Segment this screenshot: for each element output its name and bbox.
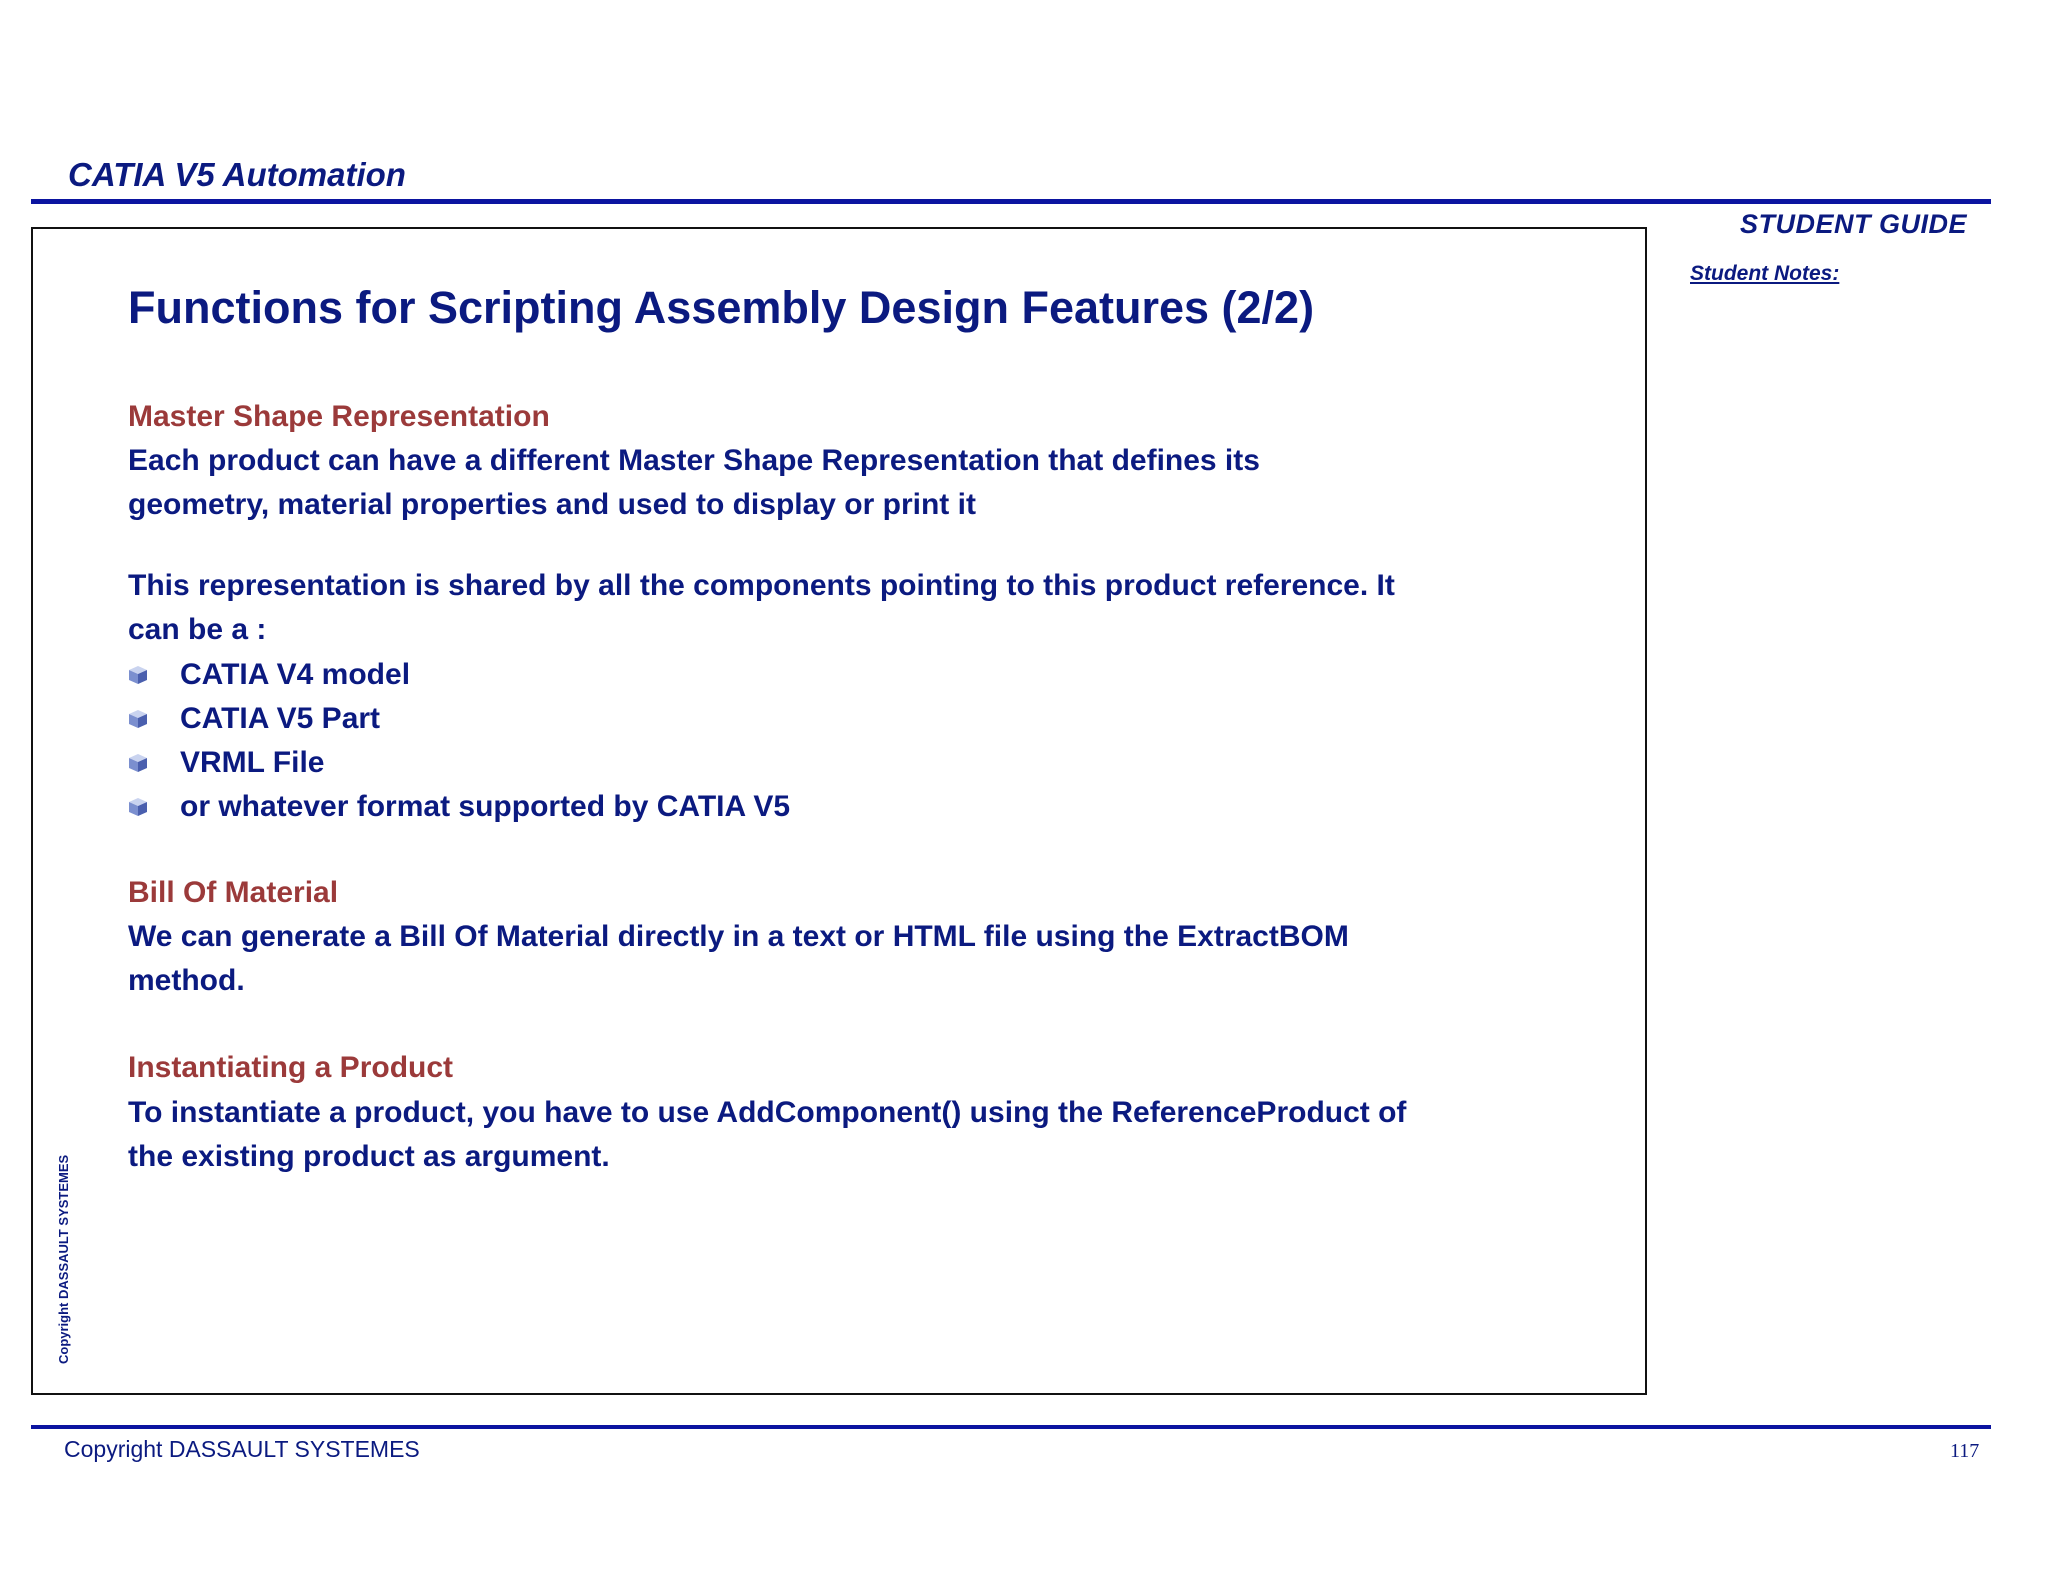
list-item xyxy=(128,655,410,695)
paragraph-line: method. xyxy=(128,964,245,997)
cube-icon xyxy=(128,665,148,685)
section-heading-instantiating-product: Instantiating a Product xyxy=(128,1051,454,1084)
cube-icon xyxy=(128,709,148,729)
paragraph-line: geometry, material properties and used to display or print it xyxy=(128,488,976,521)
list-item-text: or whatever format supported by CATIA V5 xyxy=(180,790,791,823)
paragraph-line: Each product can have a different Master Shape Representation that defines its xyxy=(128,444,1260,477)
list-item-text: VRML File xyxy=(180,746,325,779)
list-item-text: CATIA V4 model xyxy=(180,658,411,691)
page-number: 117 xyxy=(1950,1440,1980,1462)
list-item-text: CATIA V5 Part xyxy=(180,702,381,735)
section-heading-bill-of-material: Bill Of Material xyxy=(128,876,339,909)
paragraph-line: We can generate a Bill Of Material directly in a text or HTML file using the ExtractBOM xyxy=(128,920,1349,953)
list-item xyxy=(128,743,324,783)
section-heading-master-shape: Master Shape Representation xyxy=(128,400,550,433)
list-item xyxy=(128,787,790,827)
slide-title: Functions for Scripting Assembly Design Features (2/2) xyxy=(128,282,1315,333)
header-rule xyxy=(31,199,1991,204)
footer-copyright: Copyright DASSAULT SYSTEMES xyxy=(64,1436,420,1462)
list-item xyxy=(128,699,380,739)
paragraph-line: can be a : xyxy=(128,613,267,646)
paragraph-line: the existing product as argument. xyxy=(128,1140,610,1173)
footer-rule xyxy=(31,1425,1991,1429)
vertical-copyright: Copyright DASSAULT SYSTEMES xyxy=(56,1154,71,1364)
paragraph-line: This representation is shared by all the components pointing to this product reference. It xyxy=(128,569,1395,602)
document-header-title: CATIA V5 Automation xyxy=(68,156,406,193)
student-notes-label: Student Notes: xyxy=(1690,262,1840,285)
cube-icon xyxy=(128,797,148,817)
cube-icon xyxy=(128,753,148,773)
paragraph-line: To instantiate a product, you have to use AddComponent() using the ReferenceProduct of xyxy=(128,1096,1407,1129)
student-guide-label: STUDENT GUIDE xyxy=(1740,209,1968,239)
